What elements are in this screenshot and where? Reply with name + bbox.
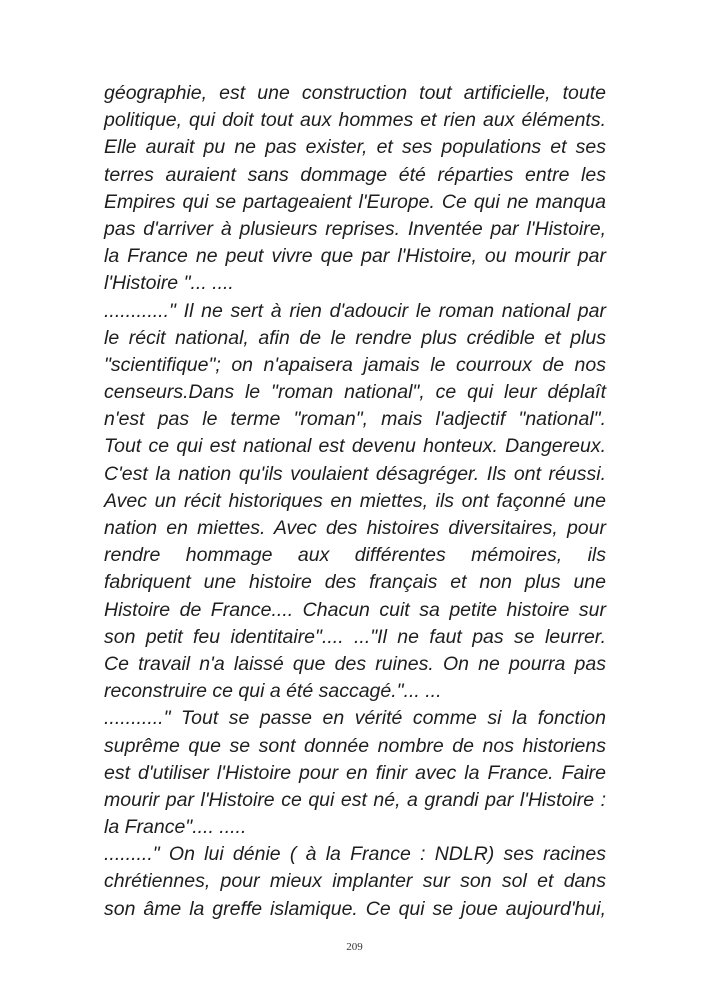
- text-line: fabriquent une histoire des français et non plus une: [104, 571, 606, 594]
- text-line: la France ne peut vivre que par l'Histoire, ou mourir par: [104, 245, 606, 268]
- page-number: 209: [346, 941, 363, 953]
- text-line: "scientifique"; on n'apaisera jamais le courroux de nos: [104, 353, 606, 376]
- text-line: Histoire de France.... Chacun cuit sa petite histoire sur: [104, 598, 606, 621]
- body-text: [104, 80, 606, 923]
- text-line: politique, qui doit tout aux hommes et rien aux éléments.: [104, 109, 606, 132]
- text-line: rendre hommage aux différentes mémoires, ils: [104, 544, 606, 567]
- text-line: la France".... .....: [104, 816, 247, 839]
- text-line: C'est la nation qu'ils voulaient désagréger. Ils ont réussi.: [104, 462, 606, 485]
- text-line: terres auraient sans dommage été réparties entre les: [104, 163, 606, 186]
- text-line: l'Histoire "... ....: [104, 272, 234, 295]
- text-line: ........." On lui dénie ( à la France : NDLR) ses racines: [104, 843, 606, 866]
- text-line: ............" Il ne sert à rien d'adoucir le roman national par: [104, 299, 606, 322]
- text-line: est d'utiliser l'Histoire pour en finir avec la France. Faire: [104, 761, 606, 784]
- text-line: nation en miettes. Avec des histoires diversitaires, pour: [104, 517, 606, 539]
- text-line: ..........." Tout se passe en vérité comme si la fonction: [104, 707, 606, 730]
- text-line: suprême que se sont donnée nombre de nos historiens: [104, 734, 606, 757]
- text-line: chrétiennes, pour mieux implanter sur son sol et dans: [104, 870, 606, 893]
- text-line: censeurs.Dans le "roman national", ce qui leur déplaît: [104, 381, 606, 404]
- text-line: Tout ce qui est national est devenu honteux. Dangereux.: [104, 435, 606, 458]
- text-line: le récit national, afin de le rendre plus crédible et plus: [104, 326, 606, 349]
- text-line: pas d'arriver à plusieurs reprises. Inventée par l'Histoire,: [104, 217, 606, 240]
- text-line: mourir par l'Histoire ce qui est né, a grandi par l'Histoire :: [104, 788, 606, 811]
- text-line: son âme la greffe islamique. Ce qui se joue aujourd'hui,: [104, 897, 606, 920]
- text-line: reconstruire ce qui a été saccagé."... ...: [104, 680, 442, 703]
- text-line: Elle aurait pu ne pas exister, et ses populations et ses: [104, 136, 606, 159]
- text-line: géographie, est une construction tout artificielle, toute: [104, 82, 606, 104]
- text-line: Avec un récit historiques en miettes, ils ont façonné une: [104, 489, 606, 512]
- text-line: Empires qui se partageaient l'Europe. Ce qui ne manqua: [104, 190, 606, 213]
- text-line: n'est pas le terme "roman", mais l'adjectif "national".: [104, 408, 606, 431]
- text-line: Ce travail n'a laissé que des ruines. On ne pourra pas: [104, 652, 606, 675]
- text-line: son petit feu identitaire".... ..."Il ne faut pas se leurrer.: [104, 625, 606, 648]
